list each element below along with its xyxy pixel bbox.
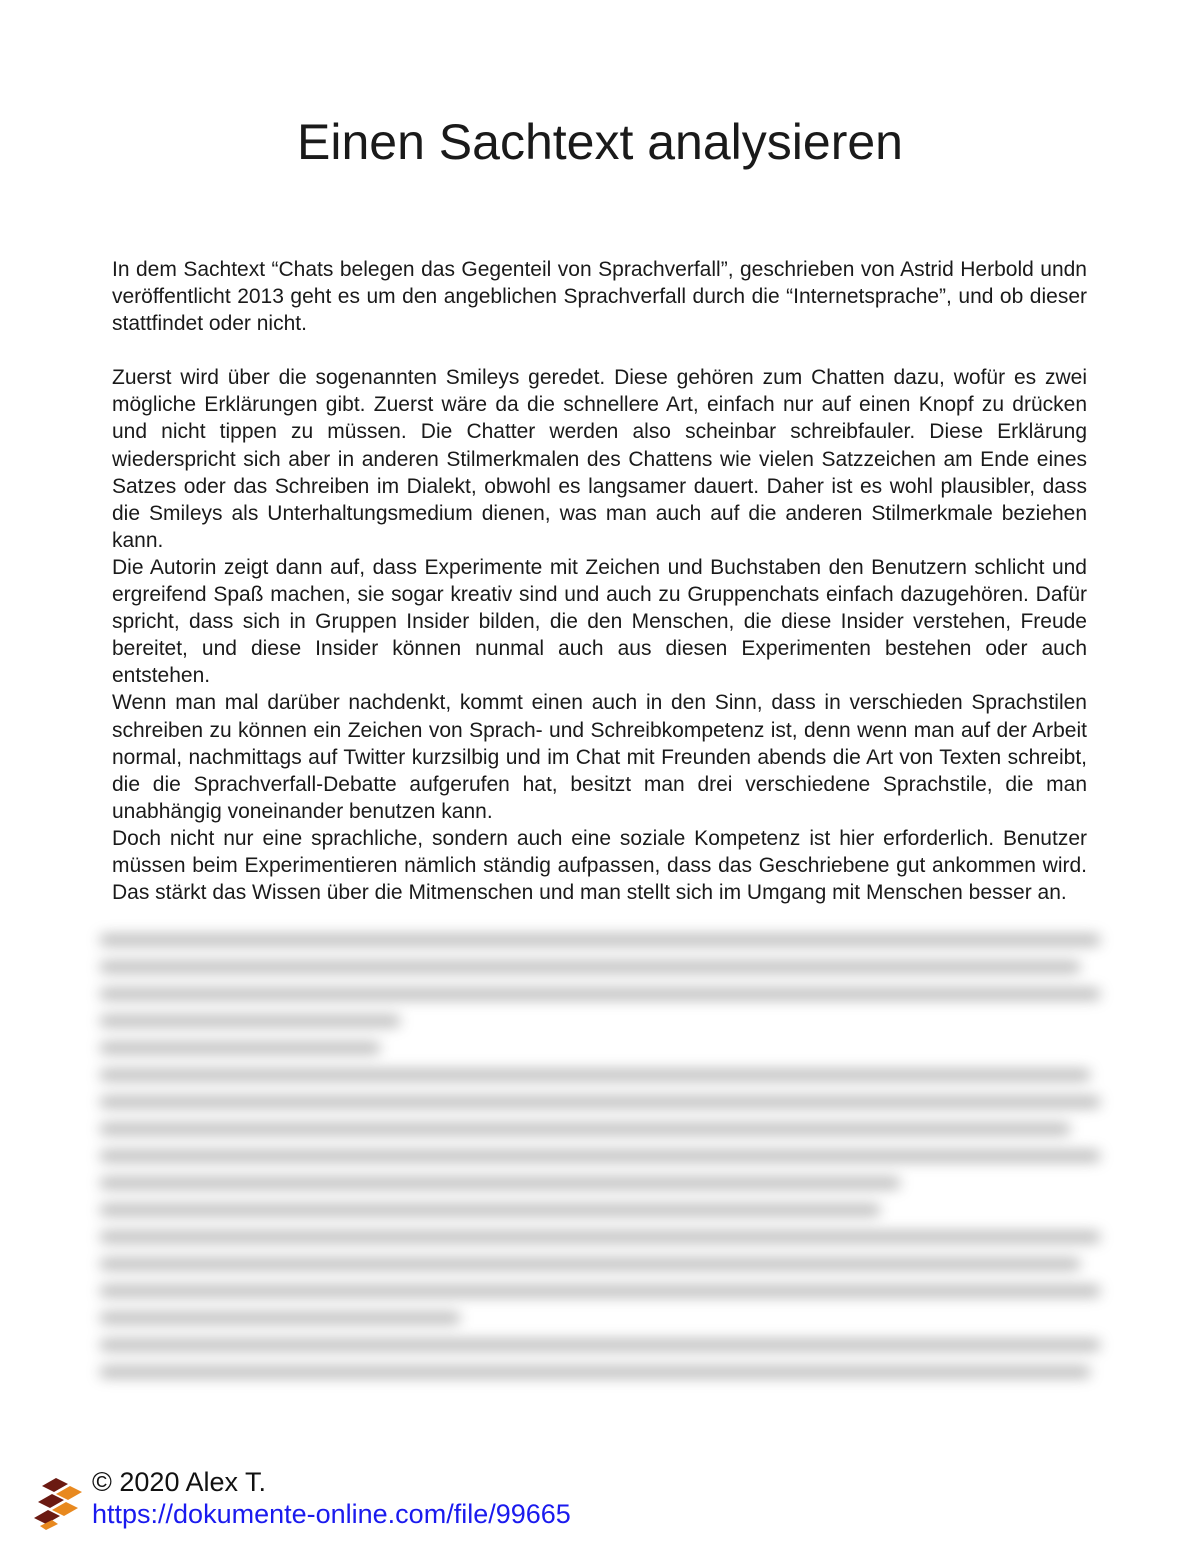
document-body [112,256,1087,906]
copyright-text: © 2020 Alex T. [92,1467,267,1497]
footer [30,1466,730,1536]
blurred-preview-text [100,935,1100,1435]
source-link[interactable]: https://dokumente-online.com/file/99665 [92,1499,571,1529]
paragraph-language-styles: Wenn man mal darüber nachdenkt, kommt einen auch in den Sinn, dass in verschieden Sprachstilen schreiben zu können ein Zeichen von Sprach- und Schreibkompetenz ist, denn wenn man auf der Arbeit normal, nachmittags auf Twitter kurzsilbig und im Chat mit Freunden abends die Art von Texten schreibt, die die Sprachverfall-Debatte aufgerufen hat, besitzt man drei verschiedene Sprachstile, die man unabhängig voneinander benutzen kann. [112,691,1087,823]
paragraph-experiments: Die Autorin zeigt dann auf, dass Experimente mit Zeichen und Buchstaben den Benutzern schlicht und ergreifend Spaß machen, sie sogar kreativ sind und auch zu Gruppenchats einfach dazugehören. Dafür spricht, dass sich in Gruppen Insider bilden, die den Menschen, die diese Insider verstehen, Freude bereitet, und diese Insider können nunmal auch aus diesen Experimenten bestehen oder auch entstehen. [112,555,1087,688]
paragraph-social-competence: Doch nicht nur eine sprachliche, sondern auch eine soziale Kompetenz ist hier erforderlich. Benutzer müssen beim Experimentieren nämlich ständig aufpassen, dass das Geschriebene gut ankommen wird. Das stärkt das Wissen über die Mitmenschen und man stellt sich im Umgang mit Menschen besser an. [112,826,1087,905]
dokumente-online-logo-icon [34,1474,86,1532]
page-title: Einen Sachtext analysieren [297,114,903,170]
paragraph-smileys: Zuerst wird über die sogenannten Smileys geredet. Diese gehören zum Chatten dazu, wofür es zwei mögliche Erklärungen gibt. Zuerst wäre da die schnellere Art, einfach nur auf einen Knopf zu drücken und nicht tippen zu müssen. Die Chatter werden also scheinbar schreibfauler. Diese Erklärung wiederspricht sich aber in anderen Stilmerkmalen des Chattens wie vielen Satzzeichen am Ende eines Satzes oder das Schreiben im Dialekt, obwohl es langsamer dauert. Daher ist es wohl plausibler, dass die Smileys als Unterhaltungsmedium dienen, was man auch auf die anderen Stilmerkmale beziehen kann. [112,366,1087,552]
paragraph-intro: In dem Sachtext “Chats belegen das Gegenteil von Sprachverfall”, geschrieben von Astrid Herbold undn veröffentlicht 2013 geht es um den angeblichen Sprachverfall durch die “Internetsprache”, und ob dieser stattfindet oder nicht. [112,258,1087,336]
